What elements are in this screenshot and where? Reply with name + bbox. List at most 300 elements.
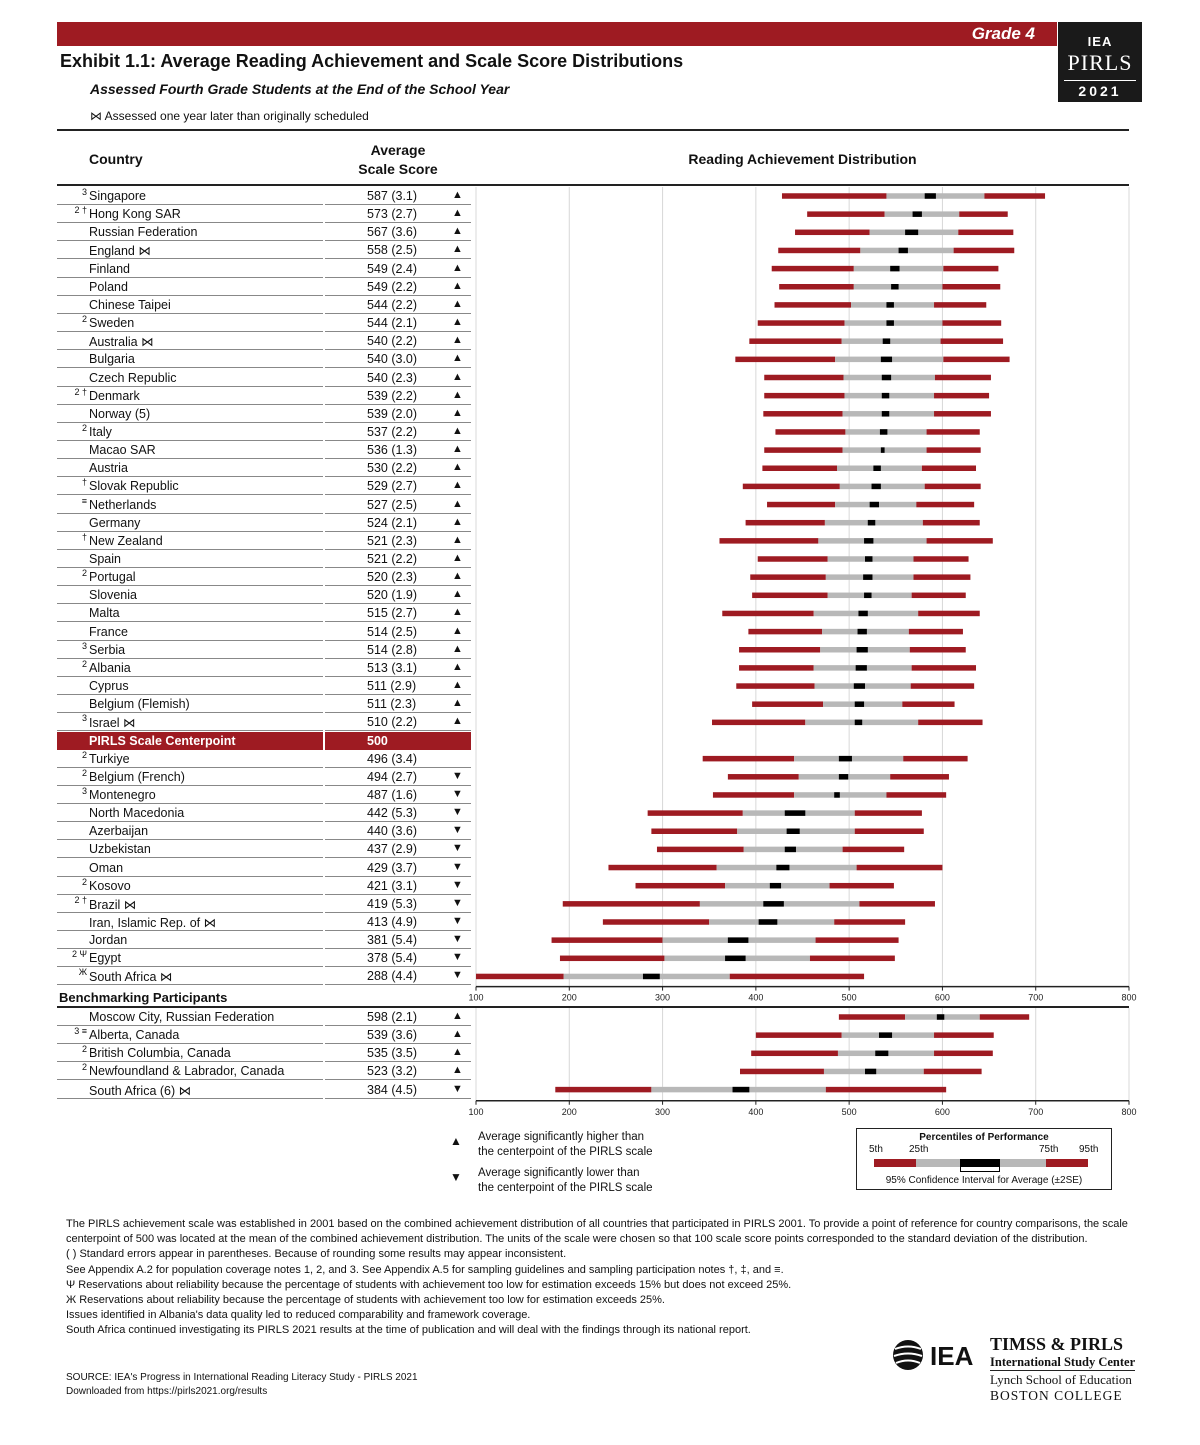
scale-score: 549 (2.4)	[367, 261, 418, 276]
logo-year-text: 2021	[1064, 80, 1136, 99]
country-cell	[57, 967, 323, 985]
country-cell	[57, 278, 323, 296]
logo-iea-text: IEA	[1087, 34, 1113, 49]
significance-icon: ▲	[452, 189, 463, 201]
table-row	[0, 350, 1200, 368]
table-row	[0, 623, 1200, 641]
coverage-note: 2	[81, 1062, 87, 1073]
bench-tick-label: 100	[468, 1106, 484, 1117]
country-name: British Columbia, Canada	[89, 1046, 231, 1061]
table-row	[0, 895, 1200, 913]
country-name: Finland	[89, 261, 130, 276]
score-cell	[325, 296, 471, 314]
scale-score: 558 (2.5)	[367, 243, 418, 258]
table-row	[0, 387, 1200, 405]
significance-icon: ▲	[452, 1028, 463, 1041]
country-cell	[57, 695, 323, 713]
significance-icon: ▼	[452, 951, 463, 964]
score-cell	[325, 568, 471, 586]
coverage-note: 2	[81, 568, 87, 579]
benchmark-rule	[57, 1006, 1129, 1008]
scale-score: 549 (2.2)	[367, 279, 418, 294]
footnote: See Appendix A.2 for population coverage notes 1, 2, and 3. See Appendix A.5 for sampling guidelines and sampling participation notes †, ‡, and ≡.	[66, 1263, 784, 1276]
scale-score: 419 (5.3)	[367, 896, 418, 911]
significance-icon: ▲	[452, 352, 463, 365]
scale-score: 514 (2.5)	[367, 624, 418, 639]
bench-tick-label: 600	[934, 1106, 950, 1117]
table-row	[0, 859, 1200, 877]
country-name: Israel ⋈	[89, 716, 136, 731]
country-cell	[57, 732, 323, 750]
table-row	[0, 477, 1200, 495]
scale-score: 544 (2.1)	[367, 316, 418, 331]
country-cell	[57, 931, 323, 949]
country-name: South Africa (6) ⋈	[89, 1083, 192, 1098]
scale-score: 288 (4.4)	[367, 969, 418, 984]
legend-bar-upper-tail	[1046, 1159, 1088, 1167]
significance-icon: ▲	[452, 370, 463, 383]
significance-icon: ▲	[452, 533, 463, 546]
country-name: PIRLS Scale Centerpoint	[89, 733, 236, 748]
score-cell	[325, 677, 471, 695]
scale-score: 567 (3.6)	[367, 225, 418, 240]
score-cell	[325, 405, 471, 423]
scale-score: 537 (2.2)	[367, 424, 418, 439]
table-row	[0, 369, 1200, 387]
coverage-note: 3 ≡	[74, 1026, 87, 1037]
country-cell	[57, 786, 323, 804]
significance-icon: ▲	[452, 1064, 463, 1077]
scale-score: 384 (4.5)	[367, 1082, 418, 1097]
table-row	[0, 332, 1200, 350]
scale-score: 378 (5.4)	[367, 951, 418, 966]
coverage-note: 3	[81, 713, 87, 724]
legend-p25: 25th	[909, 1144, 929, 1155]
scale-score: 523 (3.2)	[367, 1064, 418, 1079]
score-cell	[325, 423, 471, 441]
country-name: Czech Republic	[89, 370, 177, 385]
col-header-score-line1: Average	[370, 142, 426, 158]
significance-icon: ▲	[452, 588, 463, 601]
scale-score: 496 (3.4)	[367, 751, 418, 766]
score-cell	[325, 659, 471, 677]
country-cell	[57, 623, 323, 641]
triangle-down-icon: ▼	[450, 1170, 462, 1184]
scale-score: 530 (2.2)	[367, 461, 418, 476]
coverage-note: 2	[81, 876, 87, 887]
significance-icon: ▲	[452, 443, 463, 456]
country-name: Hong Kong SAR	[89, 207, 181, 222]
country-cell	[57, 1081, 323, 1099]
header-band	[57, 22, 1057, 46]
coverage-note: 2 Ψ	[71, 949, 87, 960]
legend-p95: 95th	[1079, 1144, 1099, 1155]
country-cell	[57, 405, 323, 423]
percentiles-legend	[856, 1128, 1112, 1190]
score-cell	[325, 641, 471, 659]
col-header-distribution: Reading Achievement Distribution	[688, 151, 917, 167]
significance-icon: ▼	[452, 969, 463, 982]
scale-score: 540 (2.3)	[367, 370, 418, 385]
score-cell	[325, 514, 471, 532]
legend-p75: 75th	[1039, 1144, 1059, 1155]
iea-footer-logo	[892, 1335, 987, 1380]
significance-icon: ▲	[452, 297, 463, 310]
score-cell	[325, 713, 471, 731]
score-cell	[325, 496, 471, 514]
table-row	[0, 931, 1200, 949]
significance-icon: ▲	[452, 497, 463, 510]
scale-score: 544 (2.2)	[367, 297, 418, 312]
pirls-logo	[1058, 22, 1142, 102]
significance-icon: ▲	[452, 334, 463, 347]
score-cell	[325, 477, 471, 495]
country-cell	[57, 441, 323, 459]
scale-score: 520 (2.3)	[367, 570, 418, 585]
country-cell	[57, 895, 323, 913]
country-cell	[57, 314, 323, 332]
scale-score: 540 (3.0)	[367, 352, 418, 367]
significance-icon: ▲	[452, 461, 463, 474]
legend-lower-line2: the centerpoint of the PIRLS scale	[478, 1182, 653, 1194]
footnote: Issues identified in Albania's data quality led to reduced comparability and framework coverage.	[66, 1309, 531, 1322]
country-cell	[57, 586, 323, 604]
main-tick-label: 800	[1121, 992, 1137, 1003]
country-cell	[57, 659, 323, 677]
col-header-score-line2: Scale Score	[358, 161, 438, 177]
scale-score: 539 (3.6)	[367, 1028, 418, 1043]
country-name: Turkiye	[89, 751, 130, 766]
significance-icon: ▲	[452, 715, 463, 728]
table-row	[0, 1081, 1200, 1099]
score-cell	[325, 260, 471, 278]
country-cell	[57, 260, 323, 278]
country-cell	[57, 241, 323, 259]
country-name: Uzbekistan	[89, 842, 151, 857]
country-name: Brazil ⋈	[89, 897, 137, 912]
significance-icon: ▲	[452, 406, 463, 419]
country-name: Egypt	[89, 951, 121, 966]
table-row	[0, 205, 1200, 223]
country-cell	[57, 550, 323, 568]
country-cell	[57, 750, 323, 768]
score-cell	[325, 786, 471, 804]
table-row	[0, 713, 1200, 731]
footnote: The PIRLS achievement scale was established in 2001 based on the combined achievement distribution of all countries that participated in PIRLS 2001. To provide a point of reference for country comparisons, the scale centerpoint of 500 was located at the mean of the combined achievement distribution. The units of the scale were chosen so that 100 scale score points corresponded to the standard deviation of the distribution.	[66, 1218, 1128, 1246]
scale-score: 429 (3.7)	[367, 860, 418, 875]
country-cell	[57, 840, 323, 858]
country-name: Malta	[89, 606, 120, 621]
country-cell	[57, 423, 323, 441]
country-cell	[57, 1026, 323, 1044]
country-name: Moscow City, Russian Federation	[89, 1010, 275, 1024]
country-name: Austria	[89, 461, 128, 476]
country-cell	[57, 514, 323, 532]
country-name: Portugal	[89, 570, 136, 585]
score-cell	[325, 332, 471, 350]
country-cell	[57, 804, 323, 822]
country-cell	[57, 532, 323, 550]
score-cell	[325, 877, 471, 895]
table-row	[0, 750, 1200, 768]
footnote: ( ) Standard errors appear in parentheses. Because of rounding some results may appear inconsistent.	[66, 1248, 567, 1261]
country-name: Kosovo	[89, 878, 131, 893]
significance-icon: ▼	[452, 860, 463, 873]
scale-score: 529 (2.7)	[367, 479, 418, 494]
legend-ci-bracket	[960, 1167, 1000, 1172]
col-header-country: Country	[89, 151, 143, 167]
coverage-note: 3	[81, 785, 87, 796]
country-cell	[57, 877, 323, 895]
significance-icon: ▲	[452, 570, 463, 583]
score-cell	[325, 1044, 471, 1062]
table-row	[0, 423, 1200, 441]
logo-pirls-text: PIRLS	[1067, 50, 1133, 75]
country-name: Sweden	[89, 316, 135, 331]
significance-icon: ▲	[452, 261, 463, 274]
table-row	[0, 786, 1200, 804]
legend-ci-text: 95% Confidence Interval for Average (±2SE)	[885, 1175, 1083, 1186]
table-row	[0, 677, 1200, 695]
country-cell	[57, 677, 323, 695]
benchmarking-heading: Benchmarking Participants	[59, 990, 228, 1005]
country-cell	[57, 459, 323, 477]
significance-icon: ▼	[452, 1082, 463, 1095]
tp-line2: International Study Center	[990, 1355, 1136, 1369]
country-name: Macao SAR	[89, 443, 156, 458]
score-cell	[325, 750, 471, 768]
scale-score: 521 (2.3)	[367, 533, 418, 548]
percentiles-legend-title: Percentiles of Performance	[919, 1132, 1049, 1143]
source	[66, 1371, 418, 1399]
score-cell	[325, 695, 471, 713]
table-row	[0, 822, 1200, 840]
score-cell	[325, 205, 471, 223]
country-cell	[57, 949, 323, 967]
country-name: Oman	[89, 860, 124, 875]
country-name: Germany	[89, 515, 141, 530]
table-row	[0, 768, 1200, 786]
significance-icon: ▼	[452, 915, 463, 927]
country-name: Italy	[89, 424, 112, 439]
coverage-note: 3	[81, 640, 87, 651]
table-row	[0, 1044, 1200, 1062]
score-cell	[325, 604, 471, 622]
significance-icon: ▲	[452, 697, 463, 710]
score-cell	[325, 532, 471, 550]
table-row	[0, 459, 1200, 477]
significance-icon: ▲	[452, 660, 463, 673]
significance-icon: ▼	[452, 933, 463, 946]
table-row	[0, 568, 1200, 586]
country-name: Serbia	[89, 642, 126, 657]
country-name: Jordan	[89, 933, 128, 948]
download-line: Downloaded from https://pirls2021.org/results	[66, 1386, 268, 1397]
scale-score: 520 (1.9)	[367, 588, 418, 603]
main-tick-label: 300	[655, 992, 671, 1003]
scale-score: 539 (2.0)	[367, 406, 418, 421]
coverage-note: 2 †	[74, 386, 87, 397]
scale-score: 500	[367, 733, 388, 748]
bench-tick-label: 200	[561, 1106, 577, 1117]
country-cell	[57, 1044, 323, 1062]
scale-score: 440 (3.6)	[367, 824, 418, 839]
country-cell	[57, 477, 323, 495]
table-row	[0, 804, 1200, 822]
significance-icon: ▲	[452, 642, 463, 655]
significance-icon: ▲	[452, 1010, 463, 1022]
significance-icon: ▼	[452, 842, 463, 855]
country-cell	[57, 223, 323, 241]
table-row	[0, 1062, 1200, 1080]
score-cell	[325, 840, 471, 858]
score-cell	[325, 1008, 471, 1026]
significance-icon: ▲	[452, 1046, 463, 1059]
scale-score: 513 (3.1)	[367, 660, 418, 675]
footnotes	[66, 1217, 1136, 1339]
scale-score: 413 (4.9)	[367, 915, 418, 929]
country-name: Poland	[89, 279, 128, 294]
table-row	[0, 314, 1200, 332]
significance-icon: ▼	[452, 878, 463, 891]
scale-score: 587 (3.1)	[367, 189, 418, 203]
scale-score: 514 (2.8)	[367, 642, 418, 657]
significance-icon: ▲	[452, 243, 463, 256]
significance-icon: ▼	[452, 806, 463, 819]
country-cell	[57, 641, 323, 659]
table-row	[0, 877, 1200, 895]
country-name: Chinese Taipei	[89, 297, 171, 312]
header-rule	[57, 129, 1129, 131]
footer-iea-text: IEA	[930, 1341, 974, 1371]
score-cell	[325, 1062, 471, 1080]
score-cell	[325, 278, 471, 296]
score-cell	[325, 314, 471, 332]
score-cell	[325, 241, 471, 259]
scale-score: 511 (2.9)	[367, 679, 417, 694]
schedule-note: ⋈ Assessed one year later than originally scheduled	[90, 109, 369, 123]
column-header-rule	[57, 184, 1129, 186]
bench-tick-label: 500	[841, 1106, 857, 1117]
grade-label: Grade 4	[971, 24, 1035, 43]
timss-pirls-center-logo	[990, 1334, 1135, 1404]
country-name: England ⋈	[89, 244, 151, 259]
table-row	[0, 187, 1200, 205]
country-name: Slovenia	[89, 588, 137, 603]
country-cell	[57, 913, 323, 931]
score-cell	[325, 732, 471, 750]
table-row	[0, 441, 1200, 459]
scale-score: 527 (2.5)	[367, 497, 418, 512]
table-row	[0, 532, 1200, 550]
scale-score: 487 (1.6)	[367, 787, 418, 802]
scale-score: 521 (2.2)	[367, 552, 418, 566]
main-tick-label: 200	[561, 992, 577, 1003]
bench-tick-label: 400	[748, 1106, 764, 1117]
footnote: Ψ Reservations about reliability because the percentage of students with achievement too low for estimation exceeds 15% but does not exceed 25%.	[66, 1278, 792, 1291]
main-tick-label: 700	[1028, 992, 1044, 1003]
country-cell	[57, 713, 323, 731]
table-row	[0, 1008, 1200, 1026]
coverage-note: ≡	[81, 495, 87, 506]
table-row	[0, 967, 1200, 985]
scale-score: 515 (2.7)	[367, 606, 418, 621]
legend-lower-line1: Average significantly lower than	[478, 1167, 640, 1179]
table-row	[0, 641, 1200, 659]
country-name: Spain	[89, 552, 121, 566]
country-name: Alberta, Canada	[89, 1028, 180, 1043]
footnote: South Africa continued investigating its PIRLS 2021 results at the time of publication and will deal with the findings through its national report.	[66, 1324, 751, 1337]
country-cell	[57, 187, 323, 205]
scale-score: 535 (3.5)	[367, 1046, 418, 1061]
significance-icon: ▲	[452, 624, 463, 637]
country-cell	[57, 496, 323, 514]
legend-higher-line1: Average significantly higher than	[478, 1131, 645, 1143]
country-cell	[57, 296, 323, 314]
country-name: New Zealand	[89, 533, 163, 548]
significance-icon: ▲	[452, 388, 463, 401]
tp-line1: TIMSS & PIRLS	[990, 1334, 1124, 1354]
coverage-note: 2	[81, 749, 87, 760]
table-row	[0, 496, 1200, 514]
score-cell	[325, 895, 471, 913]
coverage-note: 2	[81, 422, 87, 433]
country-cell	[57, 387, 323, 405]
main-tick-label: 100	[468, 992, 484, 1003]
scale-score: 540 (2.2)	[367, 334, 418, 349]
col-header-score	[325, 141, 471, 179]
main-tick-label: 500	[841, 992, 857, 1003]
score-cell	[325, 459, 471, 477]
scale-score: 524 (2.1)	[367, 515, 418, 530]
scale-score: 510 (2.2)	[367, 715, 418, 730]
coverage-note: 2	[81, 1044, 87, 1055]
legend-higher-line2: the centerpoint of the PIRLS scale	[478, 1146, 653, 1158]
table-row	[0, 659, 1200, 677]
table-row	[0, 1026, 1200, 1044]
coverage-note: 2	[81, 314, 87, 325]
score-cell	[325, 350, 471, 368]
country-cell	[57, 822, 323, 840]
bench-tick-label: 300	[655, 1106, 671, 1117]
significance-icon: ▲	[452, 424, 463, 437]
triangle-up-icon: ▲	[450, 1134, 462, 1148]
score-cell	[325, 550, 471, 568]
score-cell	[325, 441, 471, 459]
main-tick-label: 600	[934, 992, 950, 1003]
score-cell	[325, 1026, 471, 1044]
coverage-note: 2 †	[74, 205, 87, 216]
coverage-note: Ж	[78, 967, 87, 978]
country-name: South Africa ⋈	[89, 970, 173, 985]
significance-icon: ▼	[452, 824, 463, 837]
table-row	[0, 840, 1200, 858]
tp-line3: Lynch School of Education	[990, 1372, 1132, 1387]
country-name: Iran, Islamic Rep. of ⋈	[89, 916, 217, 930]
score-cell	[325, 859, 471, 877]
significance-icon: ▲	[452, 207, 463, 220]
country-name: Bulgaria	[89, 352, 135, 367]
country-cell	[57, 350, 323, 368]
scale-score: 494 (2.7)	[367, 769, 418, 784]
table-row	[0, 913, 1200, 931]
scale-score: 539 (2.2)	[367, 388, 418, 403]
score-cell	[325, 369, 471, 387]
country-name: Russian Federation	[89, 225, 198, 240]
significance-icon: ▲	[452, 552, 463, 564]
country-name: Australia ⋈	[89, 335, 154, 350]
score-cell	[325, 931, 471, 949]
